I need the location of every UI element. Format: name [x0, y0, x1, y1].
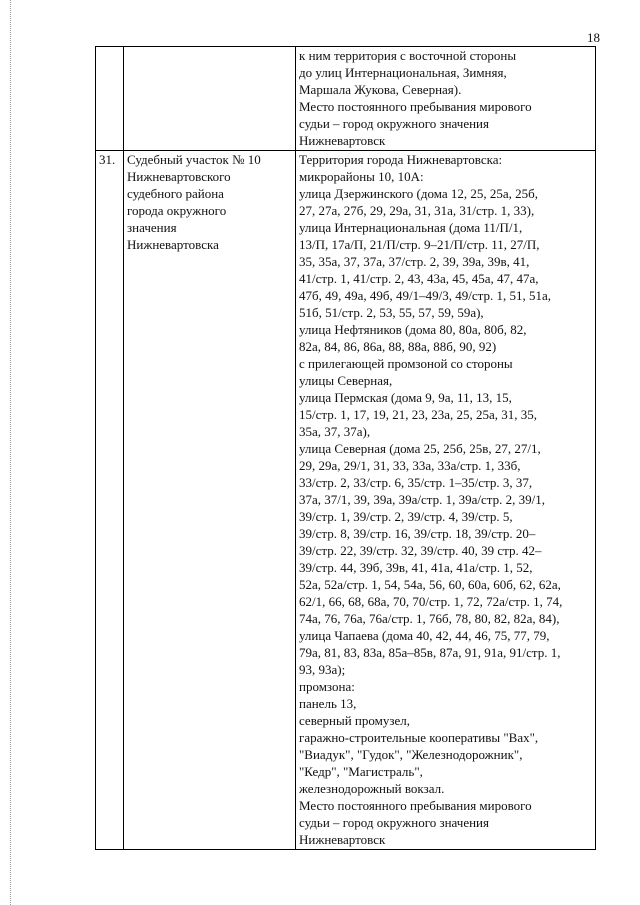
- territory-description-line: микрорайоны 10, 10А:: [299, 169, 424, 184]
- territory-description-line: судьи – город окружного значения: [299, 815, 489, 830]
- territory-description-line: улица Чапаева (дома 40, 42, 44, 46, 75, 77, 79,: [299, 628, 550, 643]
- territory-description-line: 62/1, 66, 68, 68а, 70, 70/стр. 1, 72, 72а/стр. 1, 74,: [299, 594, 563, 609]
- territory-description-line: гаражно-строительные кооперативы "Вах",: [299, 730, 539, 745]
- court-district-name-line: Нижневартовска: [127, 237, 219, 252]
- territory-description-line: 39/стр. 22, 39/стр. 32, 39/стр. 40, 39 стр. 42–: [299, 543, 542, 558]
- territory-description-line: панель 13,: [299, 696, 357, 711]
- territory-description-line: Место постоянного пребывания мирового: [299, 99, 532, 114]
- territory-description-line: 93, 93а);: [299, 662, 346, 677]
- territory-description-line: 13/П, 17а/П, 21/П/стр. 9–21/П/стр. 11, 27/П,: [299, 237, 540, 252]
- territory-description-line: 52а, 52а/стр. 1, 54, 54а, 56, 60, 60а, 60б, 62, 62а,: [299, 577, 561, 592]
- territory-description-line: 51б, 51/стр. 2, 53, 55, 57, 59, 59а),: [299, 305, 484, 320]
- court-district-name-line: значения: [127, 220, 177, 235]
- territory-description-line: 82а, 84, 86, 86а, 88, 88а, 88б, 90, 92): [299, 339, 497, 354]
- territory-description-line: 79а, 81, 83, 83а, 85а–85в, 87а, 91, 91а, 91/стр. 1,: [299, 645, 561, 660]
- territory-description-cell: [296, 47, 596, 151]
- territory-description-line: 35, 35а, 37, 37а, 37/стр. 2, 39, 39а, 39в, 41,: [299, 254, 530, 269]
- court-district-name-cell: [124, 151, 296, 850]
- territory-description-line: 29, 29а, 29/1, 31, 33, 33а, 33а/стр. 1, 33б,: [299, 458, 521, 473]
- row-number-cell: 31.: [96, 151, 124, 850]
- territory-description-line: 47б, 49, 49а, 49б, 49/1–49/3, 49/стр. 1, 51, 51а,: [299, 288, 551, 303]
- territory-description-line: улица Дзержинского (дома 12, 25, 25а, 25б,: [299, 186, 539, 201]
- territory-description-line: 39/стр. 44, 39б, 39в, 41, 41а, 41а/стр. 1, 52,: [299, 560, 533, 575]
- territory-description-line: судьи – город окружного значения: [299, 116, 489, 131]
- territory-description-line: северный промузел,: [299, 713, 411, 728]
- territory-description-line: промзона:: [299, 679, 355, 694]
- court-district-name-line: города окружного: [127, 203, 227, 218]
- territory-description-line: 74а, 76, 76а, 76а/стр. 1, 76б, 78, 80, 82, 82а, 84),: [299, 611, 560, 626]
- table-row: [96, 47, 596, 151]
- scan-margin-edge: [10, 0, 11, 905]
- territory-description-line: улица Нефтяников (дома 80, 80а, 80б, 82,: [299, 322, 527, 337]
- court-district-name-line: Судебный участок № 10: [127, 152, 261, 167]
- territory-description-line: улица Пермская (дома 9, 9а, 11, 13, 15,: [299, 390, 512, 405]
- court-district-name-line: Нижневартовского: [127, 169, 231, 184]
- territory-description-line: улица Северная (дома 25, 25б, 25в, 27, 27/1,: [299, 441, 541, 456]
- territory-description-line: Место постоянного пребывания мирового: [299, 798, 532, 813]
- court-district-name-line: судебного района: [127, 186, 224, 201]
- court-districts-table: [95, 46, 596, 850]
- territory-description-line: до улиц Интернациональная, Зимняя,: [299, 65, 507, 80]
- territory-description-cell: [296, 151, 596, 850]
- territory-description-line: 27, 27а, 27б, 29, 29а, 31, 31а, 31/стр. 1, 33),: [299, 203, 535, 218]
- territory-description-line: к ним территория с восточной стороны: [299, 48, 517, 63]
- territory-description-line: 41/стр. 1, 41/стр. 2, 43, 43а, 45, 45а, 47, 47а,: [299, 271, 539, 286]
- territory-description-line: с прилегающей промзоной со стороны: [299, 356, 513, 371]
- territory-description-line: 33/стр. 2, 33/стр. 6, 35/стр. 1–35/стр. 3, 37,: [299, 475, 533, 490]
- table-row: [96, 151, 596, 850]
- page-number: 18: [587, 30, 600, 45]
- territory-description-line: Нижневартовск: [299, 133, 386, 148]
- territory-description-line: 37а, 37/1, 39, 39а, 39а/стр. 1, 39а/стр. 2, 39/1,: [299, 492, 545, 507]
- territory-description-line: Нижневартовск: [299, 832, 386, 847]
- row-number-cell: [96, 47, 124, 151]
- territory-description-line: железнодорожный вокзал.: [299, 781, 445, 796]
- territory-description-line: "Виадук", "Гудок", "Железнодорожник",: [299, 747, 523, 762]
- territory-description-line: 39/стр. 1, 39/стр. 2, 39/стр. 4, 39/стр. 5,: [299, 509, 513, 524]
- territory-description-line: улицы Северная,: [299, 373, 393, 388]
- territory-description-line: Территория города Нижневартовска:: [299, 152, 503, 167]
- territory-description-line: Маршала Жукова, Северная).: [299, 82, 462, 97]
- table-body: [96, 47, 596, 850]
- territory-description-line: 39/стр. 8, 39/стр. 16, 39/стр. 18, 39/стр. 20–: [299, 526, 536, 541]
- court-district-name-cell: [124, 47, 296, 151]
- territory-description-line: улица Интернациональная (дома 11/П/1,: [299, 220, 523, 235]
- territory-description-line: 35а, 37, 37а),: [299, 424, 371, 439]
- territory-description-line: 15/стр. 1, 17, 19, 21, 23, 23а, 25, 25а, 31, 35,: [299, 407, 538, 422]
- territory-description-line: "Кедр", "Магистраль",: [299, 764, 423, 779]
